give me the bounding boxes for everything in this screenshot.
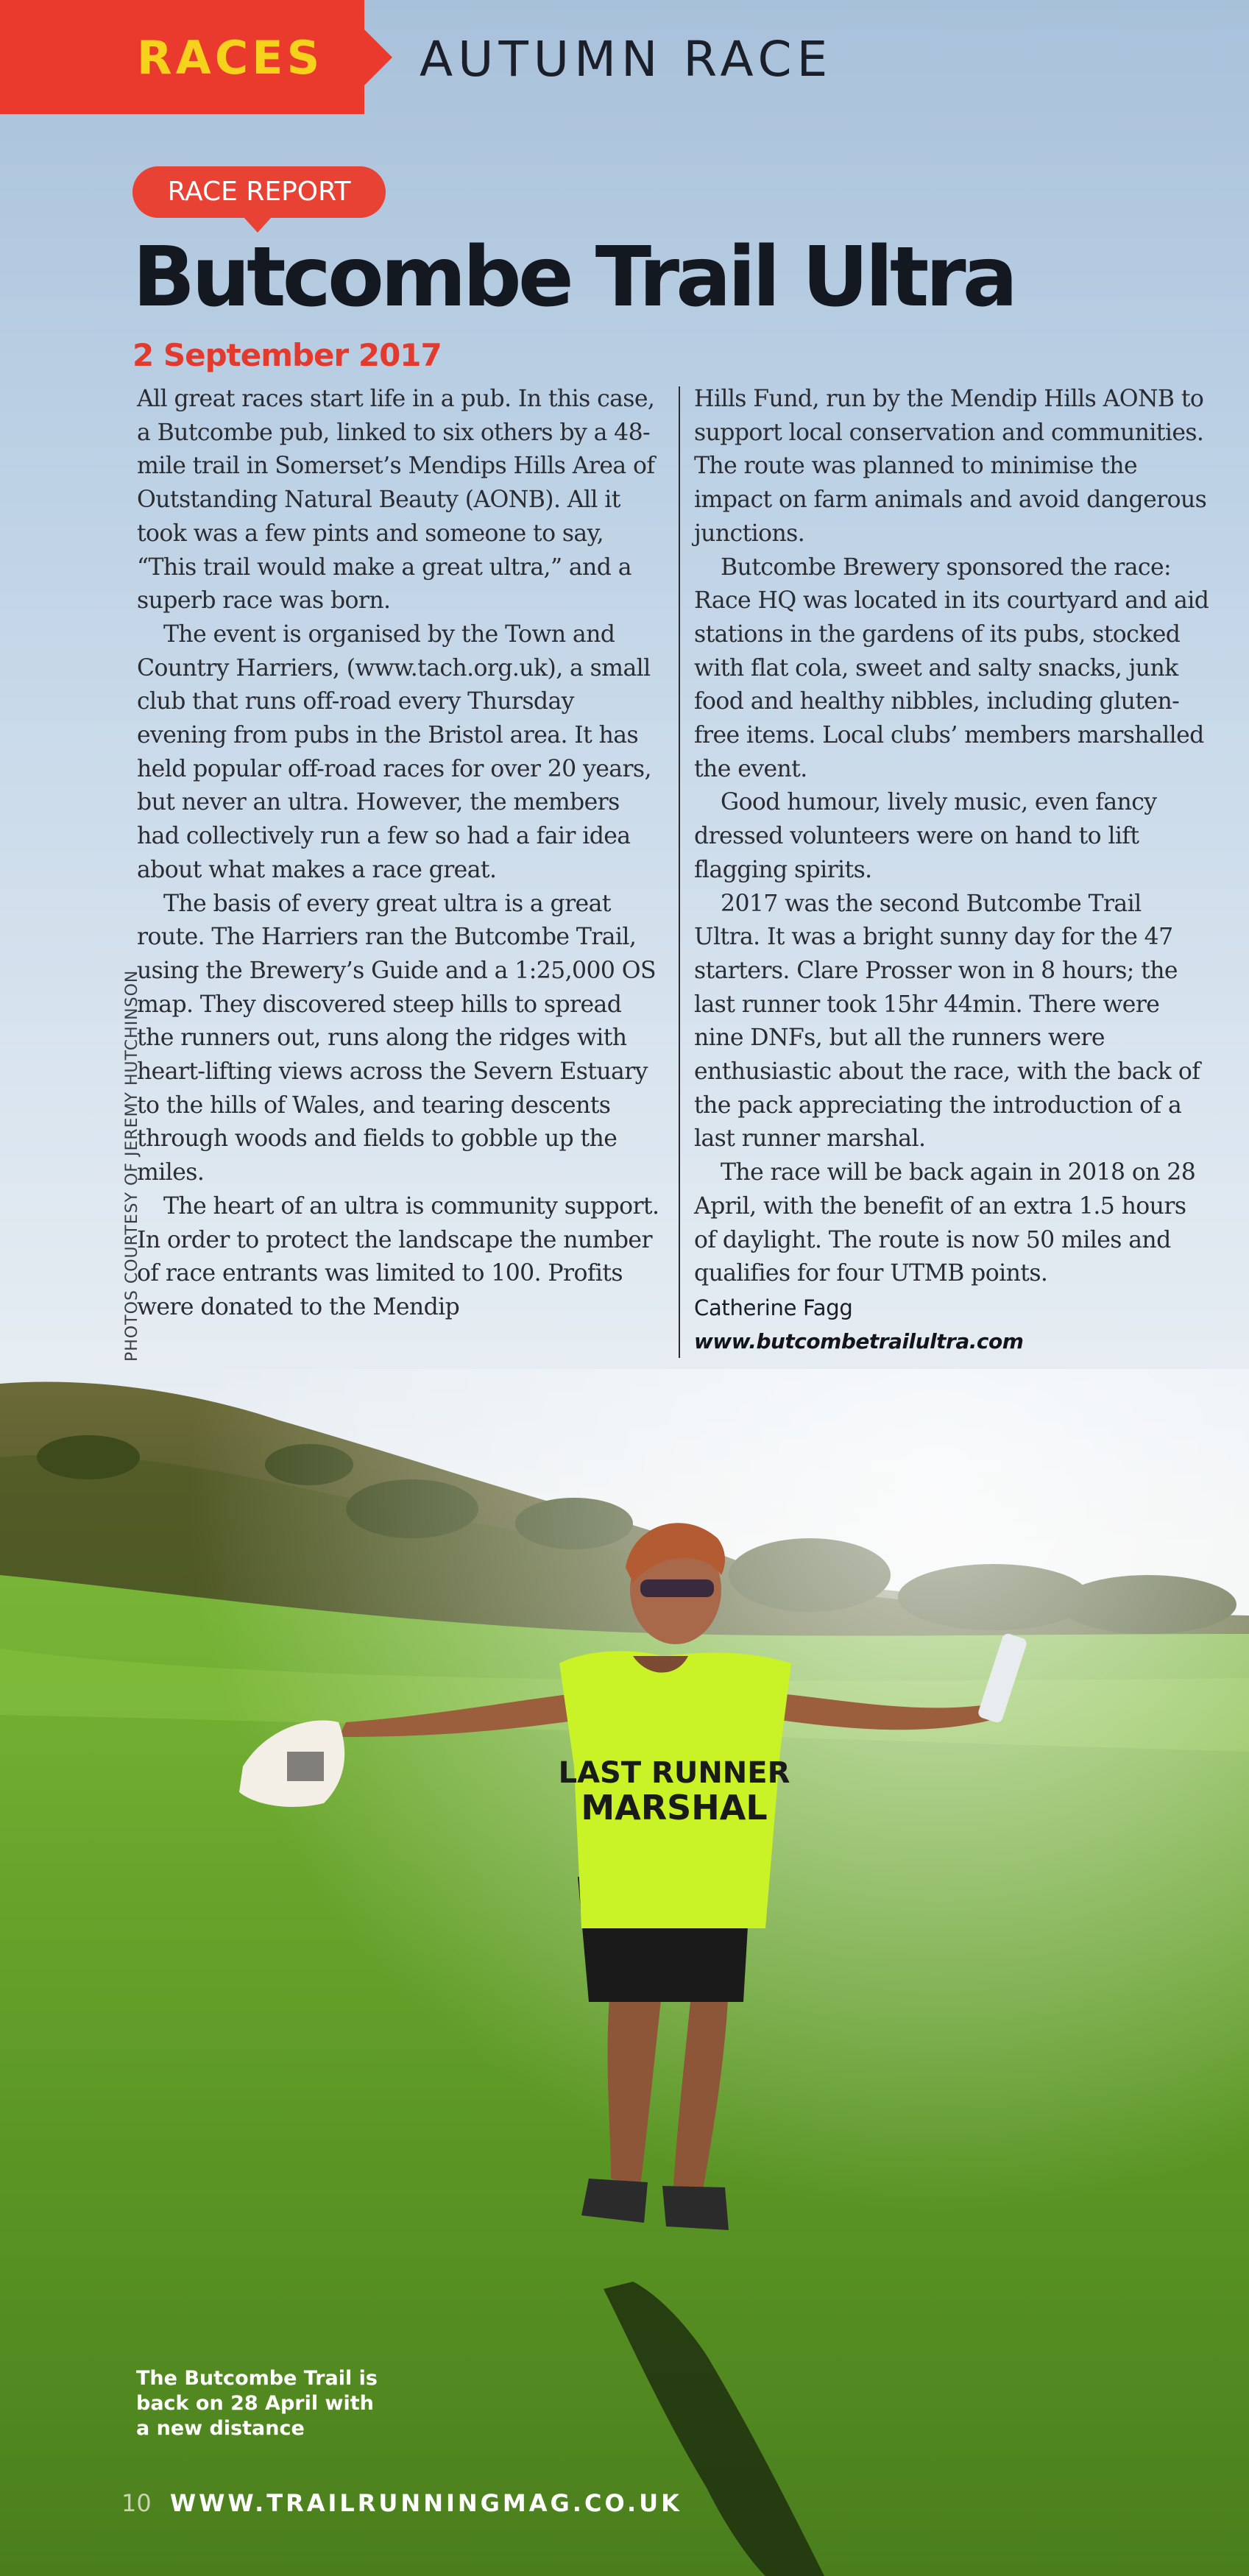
paragraph: Good humour, lively music, even fancy dressed volunteers were on hand to lift flagging spirits. — [694, 789, 1157, 883]
vest-text-line1: LAST RUNNER — [558, 1756, 790, 1790]
paragraph: Butcombe Brewery sponsored the race: Race HQ was located in its courtyard and aid stations in the gardens of its pubs, stocked with flat cola, sweet and salty snacks, junk food and healthy nibbles, including gluten-free items. Local clubs’ members marshalled the event. — [694, 553, 1209, 782]
article-column-left — [137, 383, 659, 1325]
race-report-badge: RACE REPORT — [132, 166, 386, 218]
page-footer — [121, 2489, 682, 2517]
photo-caption: The Butcombe Trail is back on 28 April with a new distance — [136, 2367, 378, 2440]
paragraph: The basis of every great ultra is a great route. The Harriers ran the Butcombe Trail, using the Brewery’s Guide and a 1:25,000 OS map. They discovered steep hills to spread the runners out, runs along the ridges with heart-lifting views across the Severn Estuary to the hills of Wales, and tearing descents through woods and fields to gobble up the miles. — [137, 890, 656, 1186]
paragraph: The race will be back again in 2018 on 28 April, with the benefit of an extra 1.5 hours of daylight. The route is now 50 miles and qualifies for four UTMB points. — [694, 1159, 1196, 1287]
section-subtitle: AUTUMN RACE — [420, 31, 833, 88]
column-divider — [679, 386, 680, 1358]
paragraph: Hills Fund, run by the Mendip Hills AONB to support local conservation and communities. The route was planned to minimise the impact on farm animals and avoid dangerous junctions. — [694, 386, 1207, 547]
article-date: 2 September 2017 — [132, 337, 442, 373]
race-website-link[interactable]: www.butcombetrailultra.com — [694, 1328, 1024, 1354]
paragraph: All great races start life in a pub. In this case, a Butcombe pub, linked to six others by a 48-mile trail in Somerset’s Mendips Hills Area of Outstanding Natural Beauty (AONB). All it took was a few pints and someone to say, “This trail would make a great ultra,” and a superb race was born. — [137, 386, 655, 615]
paragraph: The event is organised by the Town and Country Harriers, (www.tach.org.uk), a small club that runs off-road every Thursday evening from pubs in the Bristol area. It has held popular off-road races for over 20 years, but never an ultra. However, the members had collectively run a few so had a fair idea about what makes a race great. — [137, 620, 651, 883]
article-column-right — [694, 383, 1209, 1359]
paragraph: 2017 was the second Butcombe Trail Ultra. It was a bright sunny day for the 47 starters. Clare Prosser won in 8 hours; the last runner took 15hr 44min. There were nine DNFs, but all the runners were enthusiastic about the race, with the back of the pack appreciating the introduction of a last runner marshal. — [694, 890, 1200, 1153]
section-label: RACES — [137, 31, 324, 85]
vest-text-line2: MARSHAL — [581, 1788, 768, 1827]
author-byline: Catherine Fagg — [694, 1295, 853, 1320]
page-number: 10 — [121, 2489, 152, 2517]
article-title: Butcombe Trail Ultra — [132, 230, 1015, 325]
magazine-website[interactable]: WWW.TRAILRUNNINGMAG.CO.UK — [169, 2489, 682, 2517]
section-tag — [0, 0, 364, 114]
photo-credit: PHOTOS COURTESY OF JEREMY HUTCHINSON — [123, 969, 141, 1362]
paragraph: The heart of an ultra is community support. In order to protect the landscape the number of race entrants was limited to 100. Profits were donated to the Mendip — [137, 1192, 659, 1320]
